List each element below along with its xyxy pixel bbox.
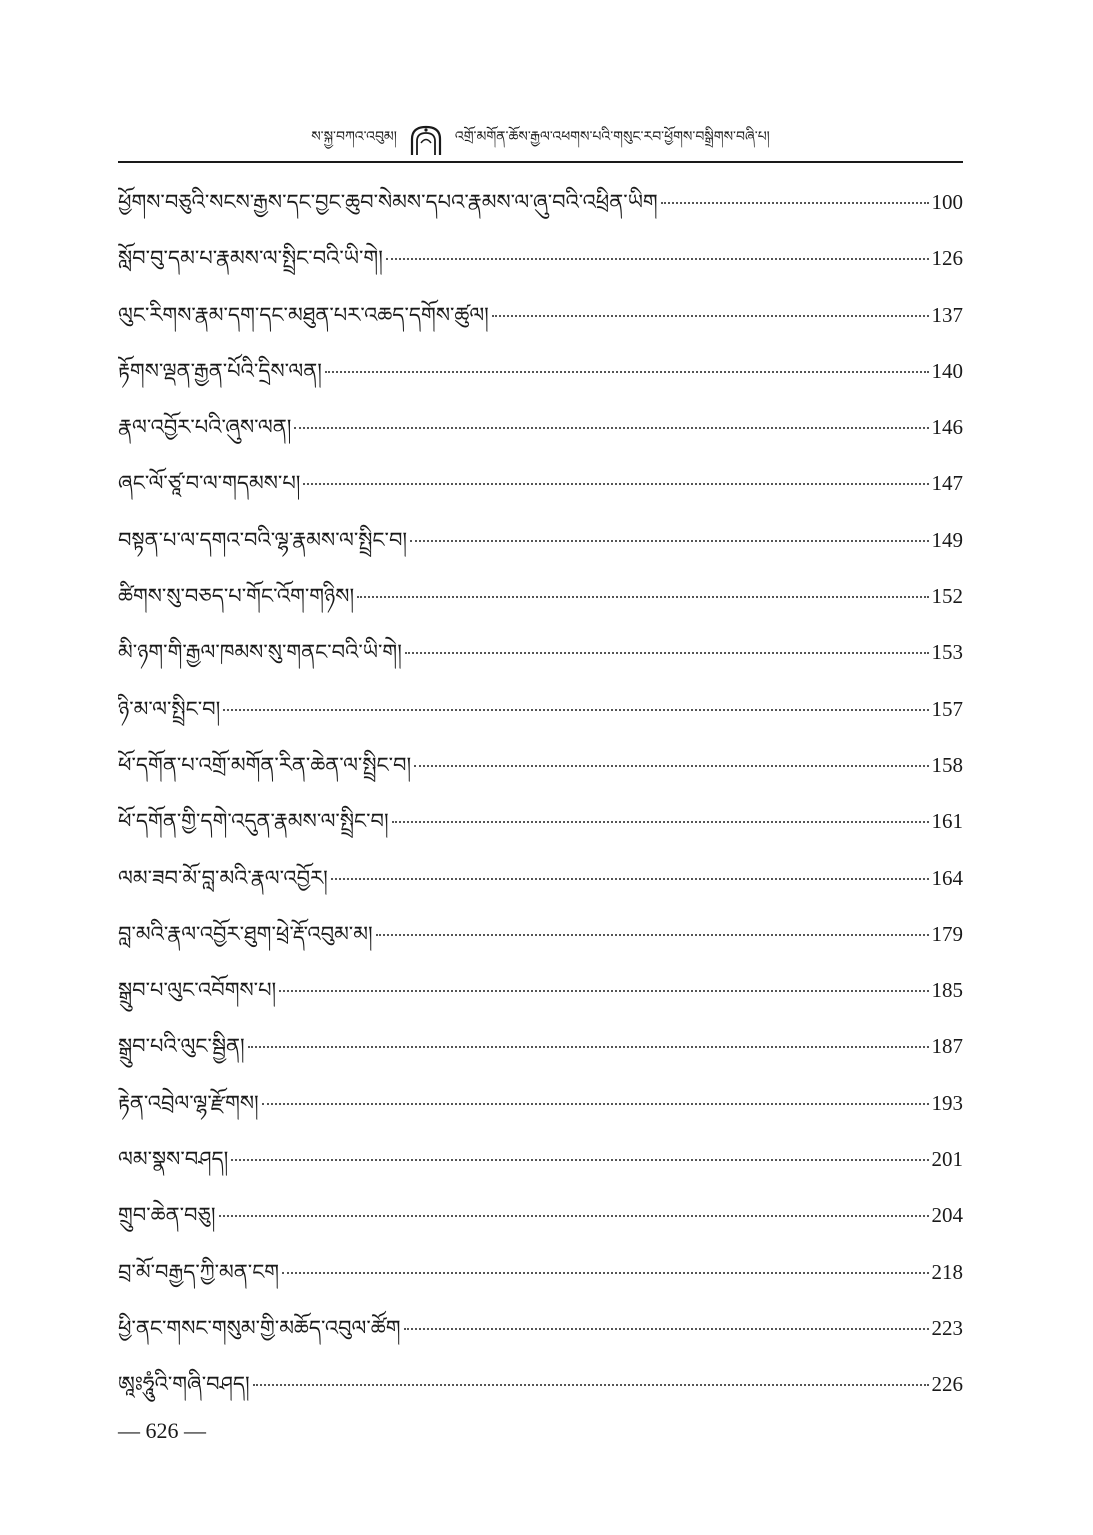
toc-row xyxy=(118,624,963,680)
toc-title: ལམ་ཟབ་མོ་བླ་མའི་རྣལ་འབྱོར། xyxy=(118,865,328,890)
dot-leader xyxy=(492,314,929,317)
toc-row xyxy=(118,512,963,568)
toc-row xyxy=(118,1131,963,1187)
toc-row xyxy=(118,343,963,399)
dot-leader xyxy=(392,820,929,823)
toc-title: རྟོགས་ལྡན་རྒྱན་པོའི་དྲིས་ལན། xyxy=(118,358,322,383)
toc-title: སྒྲུབ་པ་ལུང་འབོགས་པ། xyxy=(118,978,277,1003)
toc-title: ལུང་རིགས་རྣམ་དག་དང་མཐུན་པར་འཆད་དགོས་ཚུལ། xyxy=(118,302,489,327)
toc-page-number: 185 xyxy=(931,978,963,1003)
monastery-arch-icon xyxy=(409,123,443,157)
running-header xyxy=(118,120,963,160)
toc-row xyxy=(118,793,963,849)
toc-title: ཚིགས་སུ་བཅད་པ་གོང་འོག་གཉིས། xyxy=(118,584,355,609)
toc-page-number: 226 xyxy=(931,1372,963,1397)
toc-title: བླ་མའི་རྣལ་འབྱོར་ཐུག་ཕྲེ་རྡོ་འབུམ་མ། xyxy=(118,921,373,946)
toc-row xyxy=(118,1075,963,1131)
header-collection-title: ས་སྐྱ་བཀའ་འབུམ། xyxy=(311,129,397,145)
dot-leader xyxy=(248,1045,929,1048)
dot-leader xyxy=(219,1214,929,1217)
dot-leader xyxy=(376,933,929,936)
toc-row xyxy=(118,230,963,286)
toc-page-number: 201 xyxy=(931,1147,963,1172)
dot-leader xyxy=(231,1158,928,1161)
toc-title: ཕོ་དགོན་གྱི་དགེ་འདུན་རྣམས་ལ་སྤྲིང་བ། xyxy=(118,809,389,834)
toc-title: རྣལ་འབྱོར་པའི་ཞུས་ལན། xyxy=(118,415,292,440)
dot-leader xyxy=(357,595,928,598)
toc-title: བྲ་མོ་བརྒྱད་ཀྱི་མན་ངག xyxy=(118,1259,280,1284)
toc-page-number: 161 xyxy=(931,809,963,834)
toc-row xyxy=(118,399,963,455)
toc-row xyxy=(118,1018,963,1074)
toc-row xyxy=(118,455,963,511)
toc-page-number: 146 xyxy=(931,415,963,440)
toc-page-number: 153 xyxy=(931,640,963,665)
toc-row xyxy=(118,906,963,962)
toc-title: སློབ་བུ་དམ་པ་རྣམས་ལ་སྤྲིང་བའི་ཡི་གེ། xyxy=(118,246,383,271)
toc-title: ཕོ་དགོན་པ་འགྲོ་མགོན་རིན་ཆེན་ལ་སྤྲིང་བ། xyxy=(118,752,412,777)
toc-row xyxy=(118,681,963,737)
dot-leader xyxy=(331,877,929,880)
toc-title: ཞང་ལོ་ཙཱ་བ་ལ་གདམས་པ། xyxy=(118,471,301,496)
header-rule xyxy=(118,161,963,163)
toc-title: གྲུབ་ཆེན་བཅུ། xyxy=(118,1203,216,1228)
toc-row xyxy=(118,568,963,624)
toc-row xyxy=(118,1356,963,1412)
toc-page-number: 223 xyxy=(931,1315,963,1340)
dot-leader xyxy=(262,1102,929,1105)
toc-row xyxy=(118,850,963,906)
dot-leader xyxy=(661,201,929,204)
toc-title: རྟེན་འབྲེལ་ལྷ་རྫོགས། xyxy=(118,1090,259,1115)
toc-page-number: 179 xyxy=(931,921,963,946)
dot-leader xyxy=(325,370,929,373)
toc-page-number: 100 xyxy=(931,190,963,214)
toc-title: ཨཱཿཧཱུཾའི་གཞི་བཤད། xyxy=(118,1372,250,1397)
toc-row xyxy=(118,174,963,230)
toc-row xyxy=(118,1187,963,1243)
dot-leader xyxy=(386,257,929,260)
header-volume-title: འགྲོ་མགོན་ཆོས་རྒྱལ་འཕགས་པའི་གསུང་རབ་ཕྱོགས་བསྒྲིགས་བཞི་པ། xyxy=(454,129,770,145)
toc-page-number: 193 xyxy=(931,1090,963,1115)
toc-page-number: 218 xyxy=(931,1259,963,1284)
dot-leader xyxy=(414,764,928,767)
dot-leader xyxy=(410,539,928,542)
toc-title: ཕྱོགས་བཅུའི་སངས་རྒྱས་དང་བྱང་ཆུབ་སེམས་དཔའ་རྣམས་ལ་ཞུ་བའི་འཕྲིན་ཡིག xyxy=(118,190,658,214)
toc-row xyxy=(118,1244,963,1300)
toc-page-number: 157 xyxy=(931,696,963,721)
toc-title: མི་ཉག་གི་རྒྱལ་ཁམས་སུ་གནང་བའི་ཡི་གེ། xyxy=(118,640,402,665)
toc-title: ལམ་སྣས་བཤད། xyxy=(118,1147,229,1172)
dot-leader xyxy=(223,708,928,711)
page-number-footer: — 626 — xyxy=(118,1418,206,1443)
toc-row xyxy=(118,1300,963,1356)
toc-page-number: 147 xyxy=(931,471,963,496)
dot-leader xyxy=(282,1271,928,1274)
toc-row xyxy=(118,962,963,1018)
toc-page-number: 149 xyxy=(931,527,963,552)
toc-row xyxy=(118,287,963,343)
toc-page-number: 126 xyxy=(931,246,963,271)
toc-page-number: 204 xyxy=(931,1203,963,1228)
dot-leader xyxy=(303,482,928,485)
table-of-contents xyxy=(118,174,963,1413)
toc-title: ཉི་མ་ལ་སྤྲིང་བ། xyxy=(118,696,221,721)
toc-page-number: 164 xyxy=(931,865,963,890)
dot-leader xyxy=(253,1383,929,1386)
toc-page-number: 137 xyxy=(931,302,963,327)
toc-page-number: 158 xyxy=(931,752,963,777)
dot-leader xyxy=(279,989,928,992)
dot-leader xyxy=(404,1327,929,1330)
toc-title: སྒྲུབ་པའི་ལུང་སྦྱིན། xyxy=(118,1034,245,1059)
toc-title: ཕྱི་ནང་གསང་གསུམ་གྱི་མཆོད་འབུལ་ཚོག xyxy=(118,1315,401,1340)
toc-page-number: 152 xyxy=(931,584,963,609)
toc-page-number: 140 xyxy=(931,358,963,383)
dot-leader xyxy=(405,651,929,654)
toc-page-number: 187 xyxy=(931,1034,963,1059)
toc-title: བསྟན་པ་ལ་དགའ་བའི་ལྷ་རྣམས་ལ་སྤྲིང་བ། xyxy=(118,527,408,552)
dot-leader xyxy=(294,426,928,429)
toc-row xyxy=(118,737,963,793)
